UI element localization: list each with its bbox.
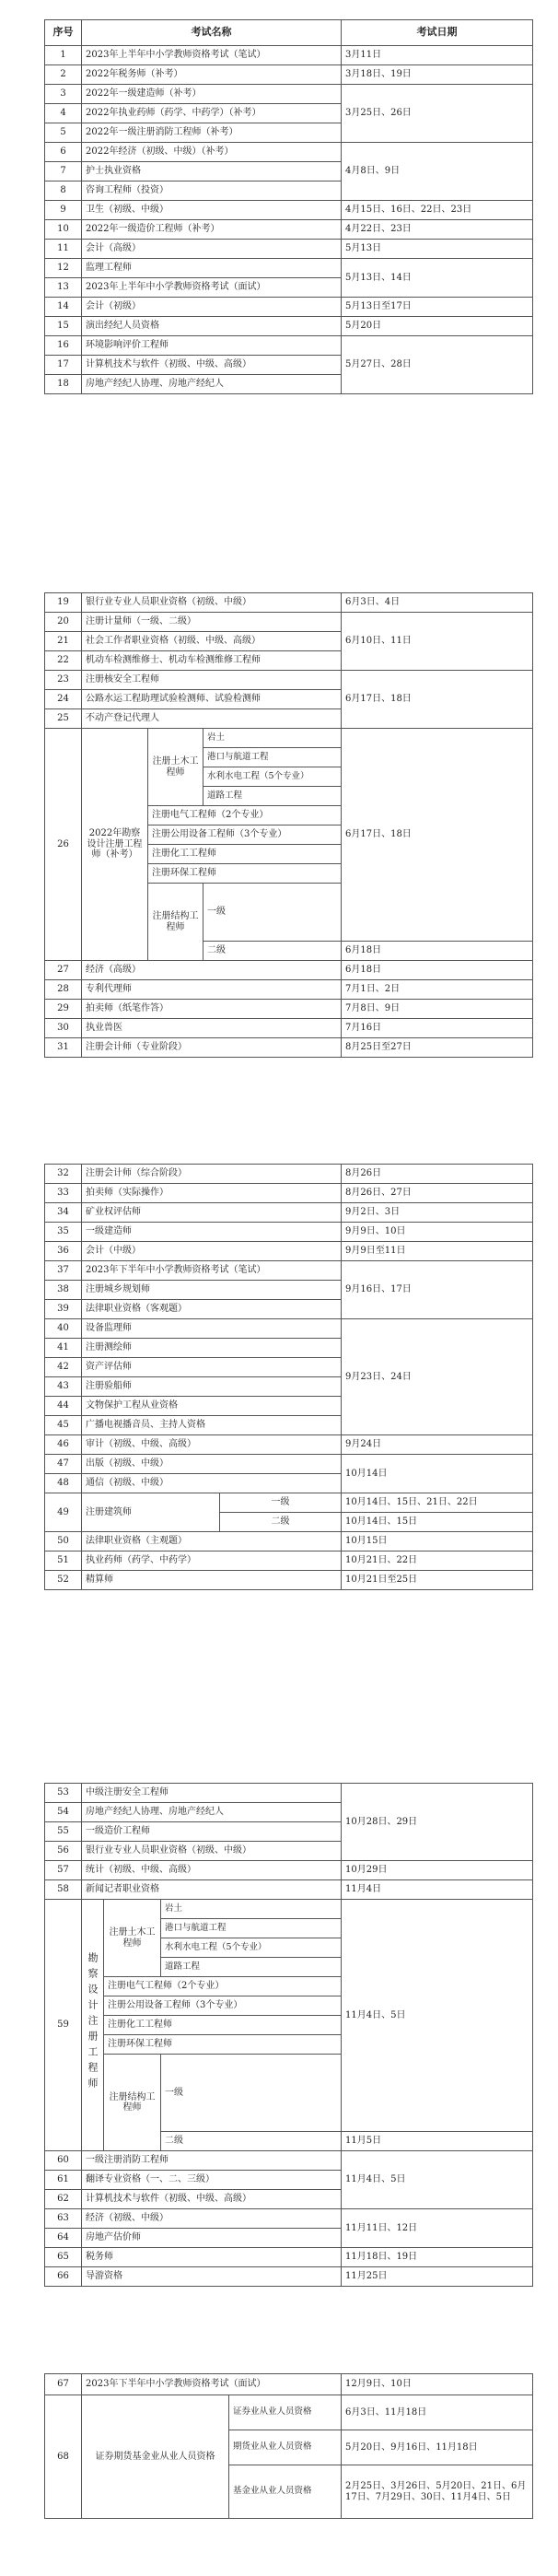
row-number: 17 [45, 356, 82, 375]
exam-name: 经济（高级） [82, 961, 342, 980]
exam-date: 8月26日 [342, 1165, 533, 1184]
exam-date: 3月25日、26日 [342, 85, 533, 143]
exam-date: 9月23日、24日 [342, 1319, 533, 1435]
row-number: 12 [45, 259, 82, 278]
table-row [45, 1435, 533, 1455]
exam-date: 8月26日、27日 [342, 1184, 533, 1203]
exam-name: 社会工作者职业资格（初级、中级、高级） [82, 632, 342, 651]
exam-name: 专利代理师 [82, 980, 342, 1000]
exam-name: 房地产经纪人协理、房地产经纪人 [82, 375, 342, 394]
table-row [45, 2209, 533, 2229]
sub-category: 注册电气工程师（2个专业） [148, 806, 342, 825]
sub-specialty: 岩土 [161, 1900, 342, 1919]
row-number: 29 [45, 1000, 82, 1019]
exam-date: 6月3日、4日 [342, 593, 533, 613]
exam-name: 法律职业资格（主观题） [82, 1532, 342, 1551]
exam-name: 注册会计师（专业阶段） [82, 1038, 342, 1058]
exam-name: 导游资格 [82, 2267, 342, 2287]
row-number: 54 [45, 1803, 82, 1822]
row-number: 58 [45, 1880, 82, 1900]
exam-name: 勘察设计注册工程师 [87, 1951, 99, 2093]
exam-name-vertical [82, 1900, 104, 2151]
row-number: 45 [45, 1416, 82, 1435]
row-number: 9 [45, 201, 82, 220]
row-number: 40 [45, 1319, 82, 1339]
exam-name: 银行业专业人员职业资格（初级、中级） [82, 1842, 342, 1861]
exam-name: 2022年一级注册消防工程师（补考） [82, 123, 342, 143]
exam-date: 9月16日、17日 [342, 1261, 533, 1319]
row-number: 27 [45, 961, 82, 980]
row-number: 10 [45, 220, 82, 240]
sub-category: 注册环保工程师 [104, 2035, 342, 2055]
row-number: 25 [45, 709, 82, 729]
exam-name: 拍卖师（纸笔作答） [82, 1000, 342, 1019]
row-number: 1 [45, 46, 82, 65]
exam-name: 资产评估师 [82, 1358, 342, 1377]
exam-name: 机动车检测维修士、机动车检测维修工程师 [82, 651, 342, 671]
row-number: 24 [45, 690, 82, 709]
exam-name: 卫生（初级、中级） [82, 201, 342, 220]
exam-name: 计算机技术与软件（初级、中级、高级） [82, 356, 342, 375]
exam-date: 5月27日、28日 [342, 336, 533, 394]
exam-date: 10月21日至25日 [342, 1571, 533, 1590]
sub-specialty: 港口与航道工程 [203, 748, 342, 767]
exam-name: 2022年经济（初级、中级）（补考） [82, 143, 342, 162]
row-number: 11 [45, 240, 82, 259]
table-row [45, 729, 533, 748]
exam-date: 8月25日至27日 [342, 1038, 533, 1058]
sub-level: 一级 [161, 2055, 342, 2132]
exam-name: 2022年一级造价工程师（补考） [82, 220, 342, 240]
exam-table-part-4 [44, 1783, 533, 2287]
exam-name: 监理工程师 [82, 259, 342, 278]
row-number: 48 [45, 1474, 82, 1493]
sub-category: 注册结构工程师 [148, 884, 203, 961]
row-number: 28 [45, 980, 82, 1000]
exam-date: 6月17日、18日 [342, 671, 533, 729]
table-row [45, 961, 533, 980]
sub-level: 二级 [161, 2132, 342, 2151]
exam-name: 精算师 [82, 1571, 342, 1590]
sub-category: 注册土木工程师 [148, 729, 203, 806]
exam-name: 环境影响评价工程师 [82, 336, 342, 356]
table-row [45, 1203, 533, 1223]
exam-date: 5月13日至17日 [342, 298, 533, 317]
sub-category: 基金业从业人员资格 [229, 2465, 342, 2519]
sub-specialty: 水利水电工程（5个专业） [203, 767, 342, 787]
exam-name: 新闻记者职业资格 [82, 1880, 342, 1900]
table-row [45, 1784, 533, 1803]
exam-name: 一级建造师 [82, 1223, 342, 1242]
row-number: 30 [45, 1019, 82, 1038]
row-number: 21 [45, 632, 82, 651]
exam-name: 注册城乡规划师 [82, 1281, 342, 1300]
row-number: 59 [45, 1900, 82, 2151]
table-row [45, 2248, 533, 2267]
row-number: 52 [45, 1571, 82, 1590]
exam-name: 会计（高级） [82, 240, 342, 259]
row-number: 33 [45, 1184, 82, 1203]
exam-name: 注册建筑师 [82, 1493, 220, 1532]
col-header-exam-date: 考试日期 [342, 20, 533, 46]
table-row [45, 1242, 533, 1261]
exam-date: 3月11日 [342, 46, 533, 65]
table-row [45, 65, 533, 85]
exam-name: 统计（初级、中级、高级） [82, 1861, 342, 1880]
sub-specialty: 港口与航道工程 [161, 1919, 342, 1938]
table-row [45, 2374, 533, 2395]
sub-specialty: 道路工程 [203, 787, 342, 806]
exam-table-part-3 [44, 1164, 533, 1590]
table-row [45, 1165, 533, 1184]
row-number: 50 [45, 1532, 82, 1551]
exam-name: 不动产登记代理人 [82, 709, 342, 729]
exam-name: 文物保护工程从业资格 [82, 1397, 342, 1416]
row-number: 62 [45, 2190, 82, 2209]
exam-date: 10月14日 [342, 1455, 533, 1493]
exam-name: 一级造价工程师 [82, 1822, 342, 1842]
sub-level: 二级 [220, 1513, 342, 1532]
row-number: 15 [45, 317, 82, 336]
row-number: 42 [45, 1358, 82, 1377]
sub-category: 注册公用设备工程师（3个专业） [148, 825, 342, 845]
sub-level: 一级 [220, 1493, 342, 1513]
exam-date: 9月9日、10日 [342, 1223, 533, 1242]
exam-table-part-2 [44, 592, 533, 1058]
row-number: 39 [45, 1300, 82, 1319]
row-number: 34 [45, 1203, 82, 1223]
exam-date: 12月9日、10日 [342, 2374, 533, 2395]
exam-table-part-5 [44, 2373, 533, 2519]
exam-name: 咨询工程师（投资） [82, 181, 342, 201]
row-number: 31 [45, 1038, 82, 1058]
row-number: 23 [45, 671, 82, 690]
exam-name: 注册会计师（综合阶段） [82, 1165, 342, 1184]
exam-date: 6月17日、18日 [342, 729, 533, 942]
exam-name: 公路水运工程助理试验检测师、试验检测师 [82, 690, 342, 709]
exam-date: 6月18日 [342, 942, 533, 961]
row-number: 2 [45, 65, 82, 85]
table-row [45, 1455, 533, 1474]
exam-name: 矿业权评估师 [82, 1203, 342, 1223]
exam-date: 11月4日 [342, 1880, 533, 1900]
row-number: 26 [45, 729, 82, 961]
exam-name: 一级注册消防工程师 [82, 2151, 342, 2171]
table-row [45, 1493, 533, 1513]
exam-date: 2月25日、3月26日、5月20日、21日、6月17日、7月29日、30日、11月4日、5日 [342, 2465, 533, 2519]
sub-category: 期货业从业人员资格 [229, 2430, 342, 2465]
exam-name: 2022年一级建造师（补考） [82, 85, 342, 104]
exam-date: 9月24日 [342, 1435, 533, 1455]
row-number: 56 [45, 1842, 82, 1861]
table-row [45, 1019, 533, 1038]
exam-name: 房地产经纪人协理、房地产经纪人 [82, 1803, 342, 1822]
row-number: 44 [45, 1397, 82, 1416]
exam-name: 广播电视播音员、主持人资格 [82, 1416, 342, 1435]
table-row [45, 298, 533, 317]
exam-table-part-1 [44, 19, 533, 394]
table-row [45, 1038, 533, 1058]
row-number: 49 [45, 1493, 82, 1532]
table-row [45, 1880, 533, 1900]
exam-name: 2022年勘察设计注册工程师（补考） [82, 729, 148, 961]
sub-specialty: 道路工程 [161, 1958, 342, 1977]
exam-name: 护士执业资格 [82, 162, 342, 181]
exam-date: 5月20日 [342, 317, 533, 336]
exam-date: 10月28日、29日 [342, 1784, 533, 1861]
exam-name: 银行业专业人员职业资格（初级、中级） [82, 593, 342, 613]
table-row [45, 1223, 533, 1242]
row-number: 46 [45, 1435, 82, 1455]
exam-name: 通信（初级、中级） [82, 1474, 342, 1493]
table-row [45, 2267, 533, 2287]
table-row [45, 336, 533, 356]
exam-name: 出版（初级、中级） [82, 1455, 342, 1474]
exam-date: 4月15日、16日、22日、23日 [342, 201, 533, 220]
exam-date: 9月2日、3日 [342, 1203, 533, 1223]
table-row [45, 1861, 533, 1880]
exam-date: 5月20日、9月16日、11月18日 [342, 2430, 533, 2465]
exam-date: 3月18日、19日 [342, 65, 533, 85]
row-number: 61 [45, 2171, 82, 2190]
table-row [45, 1571, 533, 1590]
row-number: 7 [45, 162, 82, 181]
table-row [45, 1184, 533, 1203]
exam-date: 10月15日 [342, 1532, 533, 1551]
exam-date: 6月10日、11日 [342, 613, 533, 671]
exam-name: 经济（初级、中级） [82, 2209, 342, 2229]
exam-name: 注册验船师 [82, 1377, 342, 1397]
table-row [45, 671, 533, 690]
exam-name: 证券期货基金业从业人员资格 [82, 2395, 229, 2519]
table-row [45, 85, 533, 104]
exam-date: 10月14日、15日、21日、22日 [342, 1493, 533, 1513]
exam-name: 会计（中级） [82, 1242, 342, 1261]
table-row [45, 317, 533, 336]
table-row [45, 1000, 533, 1019]
exam-date: 11月11日、12日 [342, 2209, 533, 2248]
row-number: 20 [45, 613, 82, 632]
row-number: 60 [45, 2151, 82, 2171]
sub-specialty: 岩土 [203, 729, 342, 748]
exam-name: 翻译专业资格（一、二、三级） [82, 2171, 342, 2190]
exam-date: 6月18日 [342, 961, 533, 980]
col-header-exam-name: 考试名称 [82, 20, 342, 46]
exam-name: 计算机技术与软件（初级、中级、高级） [82, 2190, 342, 2209]
table-row [45, 2395, 533, 2430]
sub-level: 二级 [203, 942, 342, 961]
exam-name: 中级注册安全工程师 [82, 1784, 342, 1803]
exam-date: 9月9日至11日 [342, 1242, 533, 1261]
table-row [45, 593, 533, 613]
exam-name: 执业兽医 [82, 1019, 342, 1038]
row-number: 38 [45, 1281, 82, 1300]
sub-category: 注册结构工程师 [104, 2055, 161, 2151]
row-number: 37 [45, 1261, 82, 1281]
row-number: 32 [45, 1165, 82, 1184]
row-number: 14 [45, 298, 82, 317]
exam-name: 2023年上半年中小学教师资格考试（面试） [82, 278, 342, 298]
exam-name: 税务师 [82, 2248, 342, 2267]
exam-name: 法律职业资格（客观题） [82, 1300, 342, 1319]
table-row [45, 1551, 533, 1571]
sub-category: 注册化工工程师 [148, 845, 342, 864]
exam-name: 注册测绘师 [82, 1339, 342, 1358]
table-row [45, 143, 533, 162]
exam-name: 会计（初级） [82, 298, 342, 317]
sub-category: 注册公用设备工程师（3个专业） [104, 1996, 342, 2016]
exam-date: 6月3日、11月18日 [342, 2395, 533, 2430]
row-number: 8 [45, 181, 82, 201]
table-row [45, 613, 533, 632]
table-row [45, 46, 533, 65]
sub-category: 证券业从业人员资格 [229, 2395, 342, 2430]
exam-name: 拍卖师（实际操作） [82, 1184, 342, 1203]
row-number: 66 [45, 2267, 82, 2287]
exam-name: 2023年上半年中小学教师资格考试（笔试） [82, 46, 342, 65]
row-number: 47 [45, 1455, 82, 1474]
row-number: 41 [45, 1339, 82, 1358]
row-number: 65 [45, 2248, 82, 2267]
exam-date: 4月8日、9日 [342, 143, 533, 201]
row-number: 36 [45, 1242, 82, 1261]
exam-name: 审计（初级、中级、高级） [82, 1435, 342, 1455]
row-number: 64 [45, 2229, 82, 2248]
row-number: 16 [45, 336, 82, 356]
exam-name: 设备监理师 [82, 1319, 342, 1339]
exam-date: 10月29日 [342, 1861, 533, 1880]
exam-date: 7月8日、9日 [342, 1000, 533, 1019]
table-row [45, 980, 533, 1000]
col-header-number: 序号 [45, 20, 82, 46]
exam-name: 2023年下半年中小学教师资格考试（笔试） [82, 1261, 342, 1281]
exam-date: 11月25日 [342, 2267, 533, 2287]
table-row [45, 1319, 533, 1339]
row-number: 55 [45, 1822, 82, 1842]
row-number: 63 [45, 2209, 82, 2229]
table-row [45, 2151, 533, 2171]
exam-date: 10月14日、15日 [342, 1513, 533, 1532]
row-number: 19 [45, 593, 82, 613]
table-row [45, 220, 533, 240]
row-number: 57 [45, 1861, 82, 1880]
sub-category: 注册电气工程师（2个专业） [104, 1977, 342, 1996]
table-row [45, 1532, 533, 1551]
exam-name: 2022年执业药师（药学、中药学）（补考） [82, 104, 342, 123]
exam-date: 11月4日、5日 [342, 2151, 533, 2209]
exam-date: 4月22日、23日 [342, 220, 533, 240]
sub-category: 注册化工工程师 [104, 2016, 342, 2035]
exam-name: 注册核安全工程师 [82, 671, 342, 690]
row-number: 3 [45, 85, 82, 104]
row-number: 35 [45, 1223, 82, 1242]
exam-name: 2022年税务师（补考） [82, 65, 342, 85]
exam-name: 演出经纪人员资格 [82, 317, 342, 336]
sub-specialty: 水利水电工程（5个专业） [161, 1938, 342, 1958]
exam-date: 11月5日 [342, 2132, 533, 2151]
row-number: 18 [45, 375, 82, 394]
exam-name: 执业药师（药学、中药学） [82, 1551, 342, 1571]
row-number: 13 [45, 278, 82, 298]
table-row [45, 201, 533, 220]
exam-date: 11月4日、5日 [342, 1900, 533, 2132]
exam-name: 2023年下半年中小学教师资格考试（面试） [82, 2374, 342, 2395]
row-number: 5 [45, 123, 82, 143]
exam-date: 5月13日、14日 [342, 259, 533, 298]
exam-date: 11月18日、19日 [342, 2248, 533, 2267]
exam-date: 5月13日 [342, 240, 533, 259]
table-row [45, 1261, 533, 1281]
row-number: 4 [45, 104, 82, 123]
row-number: 22 [45, 651, 82, 671]
row-number: 68 [45, 2395, 82, 2519]
sub-category: 注册环保工程师 [148, 864, 342, 884]
row-number: 53 [45, 1784, 82, 1803]
exam-date: 10月21日、22日 [342, 1551, 533, 1571]
row-number: 67 [45, 2374, 82, 2395]
exam-name: 注册计量师（一级、二级） [82, 613, 342, 632]
row-number: 6 [45, 143, 82, 162]
sub-level: 一级 [203, 884, 342, 942]
row-number: 51 [45, 1551, 82, 1571]
table-row [45, 1900, 533, 1919]
exam-date: 7月16日 [342, 1019, 533, 1038]
table-row [45, 240, 533, 259]
row-number: 43 [45, 1377, 82, 1397]
exam-name: 房地产估价师 [82, 2229, 342, 2248]
table-row [45, 259, 533, 278]
exam-date: 7月1日、2日 [342, 980, 533, 1000]
sub-category: 注册土木工程师 [104, 1900, 161, 1977]
